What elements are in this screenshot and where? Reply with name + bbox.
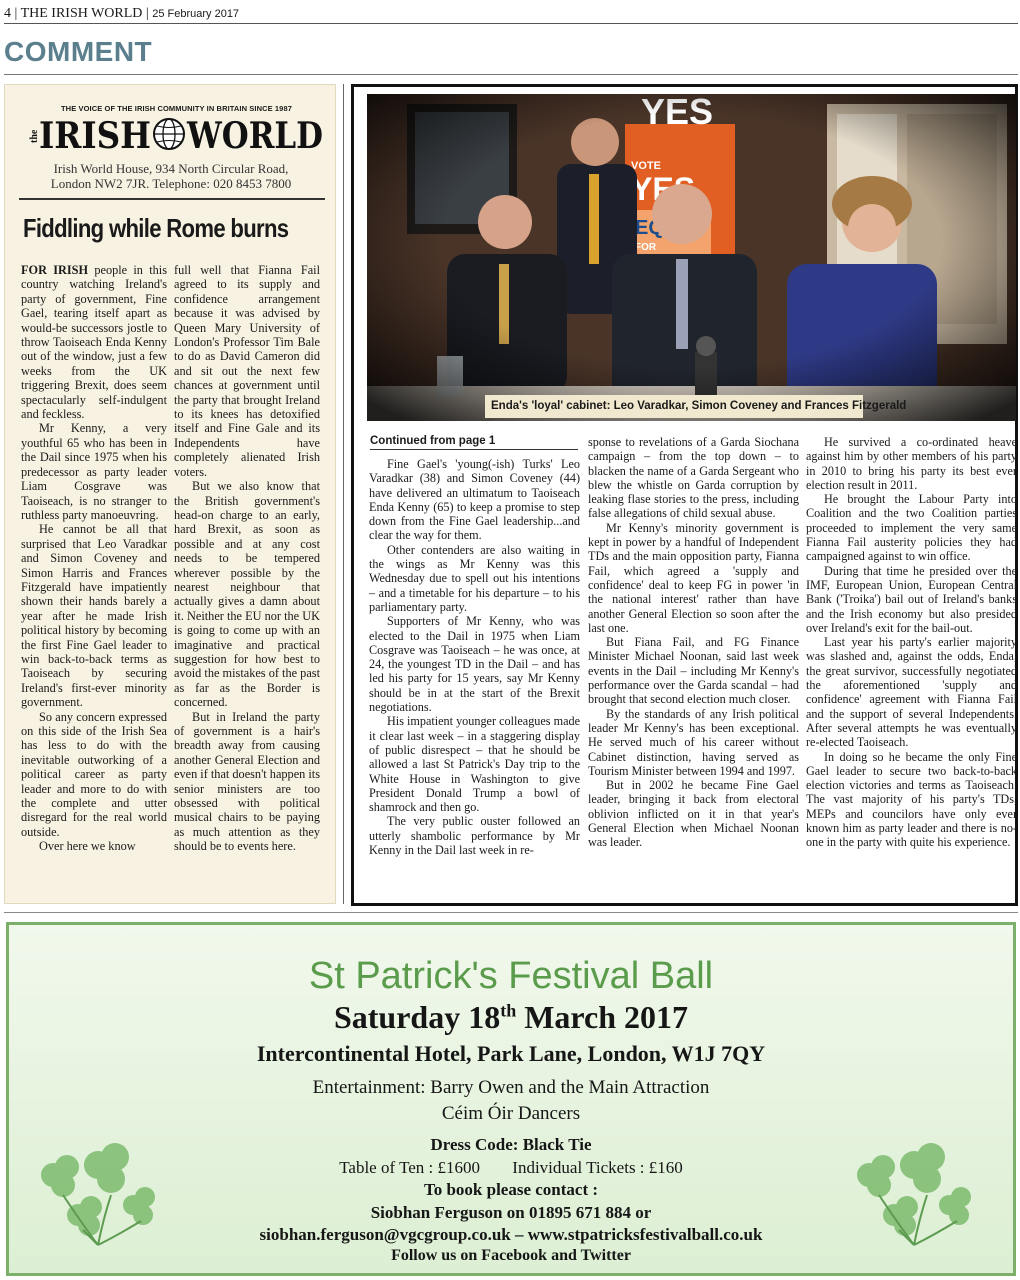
table-price: Table of Ten : £1600 [339, 1158, 481, 1177]
advert-title: St Patrick's Festival Ball [308, 955, 714, 997]
masthead-address [5, 161, 337, 191]
story-paragraph: He brought the Labour Party into Coalition and the two Coalition parties proceeded to implement the very same Fianna Fail austerity policies they had campaigned against to win office. [806, 492, 1017, 564]
editorial-paragraph: Over here we know [39, 839, 136, 854]
editorial-column-1 [21, 263, 167, 854]
individual-price: Individual Tickets : £160 [512, 1158, 683, 1177]
editorial-paragraph: Mr Kenny, a very youthful 65 who has been in the Dail since 1975 when his predecessor as party leader Liam Cosgrave was Taoiseach, is no stranger to ruthless party manoeuvring. [21, 421, 167, 522]
address-line-1: Irish World House, 934 North Circular Road, [53, 161, 289, 176]
story-paragraph: sponse to revelations of a Garda Siochana campaign – from the top down – to blacken the name of a Garda Sergeant who blew the whistle on Garda corruption by leaking flase stories to the press, including false allegations of child sexual abuse. [588, 435, 799, 521]
shamrock-icon [23, 1135, 173, 1255]
advert-dress-code: Dress Code: Black Tie [430, 1135, 592, 1154]
editorial-rule [19, 198, 325, 200]
story-column-2 [588, 435, 799, 850]
address-line-2: London NW2 7JR. Telephone: 020 8453 7800 [50, 176, 292, 191]
advert-social: Follow us on Facebook and Twitter [391, 1247, 631, 1264]
advert-email-website[interactable]: siobhan.ferguson@vgcgroup.co.uk – www.stpatricksfestivalball.co.uk [259, 1225, 763, 1244]
shamrock-icon [839, 1135, 989, 1255]
lead-story [351, 84, 1018, 906]
story-paragraph: The very public ouster followed an utterly shambolic performance by Mr Kenny in the Dail last week in re- [369, 814, 580, 858]
story-paragraph: Mr Kenny's minority government is kept in power by a handful of Independent TDs and the main opposition party, Fianna Fail, which agreed a 'supply and confidence' deal to keep FG in power 'in the national interest' rather than have another General Election so soon after the last one. [588, 520, 799, 635]
story-paragraph: But in 2002 he became Fine Gael leader, bringing it back from electoral oblivion inflicted on it in that year's General Election when Michael Noonan was leader. [588, 778, 799, 850]
advert-entertainment: Entertainment: Barry Owen and the Main Attraction [312, 1077, 710, 1098]
issue-date: 25 February 2017 [152, 8, 240, 20]
photo-illustration [367, 94, 1016, 421]
masthead-logo-the: the [29, 129, 40, 143]
advert-booking: To book please contact : [423, 1180, 599, 1199]
story-paragraph: Other contenders are also waiting in the wings as Mr Kenny was this Wednesday due to spell out his intentions – and a timetable for his departure – to his parliamentary party. [369, 542, 580, 614]
advert-divider [4, 912, 1018, 913]
section-title: COMMENT [4, 36, 153, 67]
editorial-paragraph: He cannot be all that surprised that Leo Varadkar and Simon Coveney and Simon Harris and Frances Fitzgerald have impatiently shown their hands barely a year after he made Irish political history by becoming the first Fine Gael leader to win back-to-back terms as Taoiseach by securing Ireland's first-ever minority government. [21, 522, 167, 710]
editorial-headline: Fiddling while Rome burns [23, 213, 289, 243]
story-paragraph: In doing so he became the only Fine Gael leader to secure two back-to-back election victories and terms as Taoiseach. The vast majority of his party's TDs, MEPs and councilors have only ever known him as party leader and there is no-one in the party with quite his experience. [806, 749, 1017, 850]
masthead-logo [29, 113, 329, 157]
editorial-column-2 [174, 263, 320, 854]
story-paragraph: But Fiana Fail, and FG Finance Minister Michael Noonan, said last week events in the Dail – including Mr Kenny's performance over the Garda scandal – had brought that second election much closer. [588, 635, 799, 707]
masthead-tagline: THE VOICE OF THE IRISH COMMUNITY IN BRITAIN SINCE 1987 [61, 104, 292, 113]
story-paragraph: By the standards of any Irish political leader Mr Kenny's has been exceptional. He served much of his career without Cabinet distinction, having served as Tourism Minister between 1994 and 1997. [588, 706, 799, 778]
story-paragraph: During that time he presided over the IMF, European Union, European Central Bank ('Troika') bail out of Ireland's banks and the Irish economy but also presided over Ireland's exit for the bail-out. [806, 563, 1017, 635]
folio: 4 | THE IRISH WORLD | 25 February 2017 [4, 4, 1018, 24]
section-divider [4, 74, 1018, 75]
editorial-panel [4, 84, 336, 904]
advert-venue: Intercontinental Hotel, Park Lane, London, W1J 7QY [256, 1041, 766, 1066]
story-paragraph: Fine Gael's 'young(-ish) Turks' Leo Varadkar (38) and Simon Coveney (44) have delivered an ultimatum to Taoiseach Enda Kenny (65) to keep a promise to step down from the Fine Gael leadership...and clear the way for them. [369, 457, 580, 543]
story-paragraph: Last year his party's earlier majority was slashed and, against the odds, Enda, the great survivor, successfully negotiated the aforementioned 'supply and confidence' agreement with Fianna Fail and the support of several Independents. After several attempts he was eventually re-elected Taoiseach. [806, 635, 1017, 750]
story-column-3 [806, 435, 1017, 850]
publication-name: THE IRISH WORLD [20, 6, 143, 21]
advert-dancers: Céim Óir Dancers [441, 1103, 581, 1124]
festival-ball-advert [6, 922, 1016, 1276]
masthead-logo-irish: IRISH [39, 115, 151, 157]
news-photo [367, 94, 1016, 421]
editorial-paragraph: full well that Fianna Fail agreed to its supply and confidence arrangement because it was advised by Queen Mary University of London's Professor Tim Bale to do as David Cameron did and sit out the next few chances at government until the party that brought Ireland to its knees has detoxified itself and Fine Gale and its Independents have completely alienated Irish voters. [174, 263, 320, 479]
story-paragraph: Supporters of Mr Kenny, who was elected to the Dail in 1975 when Liam Cosgrave was Taoiseach – he was once, at 24, the youngest TD in the Dail – and has led his party for 15 years, say Mr Kenny should be in at the start of the Brexit negotiations. [369, 614, 580, 715]
story-paragraph: His impatient younger colleagues made it clear last week – in a staggering display of public disrespect – that he should be allowed a last St Patrick's Day trip to the White House in Washington to give President Donald Trump a bowl of shamrock and then go. [369, 714, 580, 815]
advert-date: Saturday 18th March 2017 [333, 999, 689, 1035]
continued-label: Continued from page 1 [370, 433, 578, 450]
editorial-paragraph: So any concern expressed on this side of the Irish Sea has less to do with the inevitable outworking of a political career as party leader and more to do with the complete and utter disregard for the real world outside. [21, 709, 167, 839]
page-number: 4 [4, 6, 11, 21]
editorial-paragraph: FOR IRISH people in this country watching Ireland's party of government, Fine Gael, tearing itself apart as would-be successors jostle to throw Taoiseach Enda Kenny out of the window, just a few weeks from the UK triggering Brexit, does seem spectacularly self-indulgent and feckless. [21, 263, 167, 422]
editorial-paragraph: But in Ireland the party of government is a hair's breadth away from causing another General Election and even if that doesn't happen its senior ministers are too obsessed with political musical chairs to be paying as much attention as they should be to events here. [174, 709, 320, 854]
globe-icon [154, 119, 184, 149]
photo-caption: Enda's 'loyal' cabinet: Leo Varadkar, Simon Coveney and Frances Fitzgerald [485, 395, 863, 418]
story-column-1 [369, 457, 580, 857]
story-paragraph: He survived a co-ordinated heave against him by other members of his party in 2010 to bring his party its best ever election result in 2011. [806, 435, 1017, 492]
masthead-logo-world: WORLD [186, 115, 323, 157]
column-divider [343, 84, 344, 904]
editorial-paragraph: But we also know that the British government's head-on charge to an early, hard Brexit, as soon as possible and at any cost needs to be tempered wherever possible by the nearest neighbour that actually gives a damn about it. Neither the EU nor the UK is going to come up with an imaginative and practical suggestion for how best to avoid the mistakes of the past as far as the Border is concerned. [174, 479, 320, 710]
advert-contact: Siobhan Ferguson on 01895 671 884 or [370, 1203, 652, 1222]
editorial-lead: FOR IRISH [21, 263, 89, 277]
